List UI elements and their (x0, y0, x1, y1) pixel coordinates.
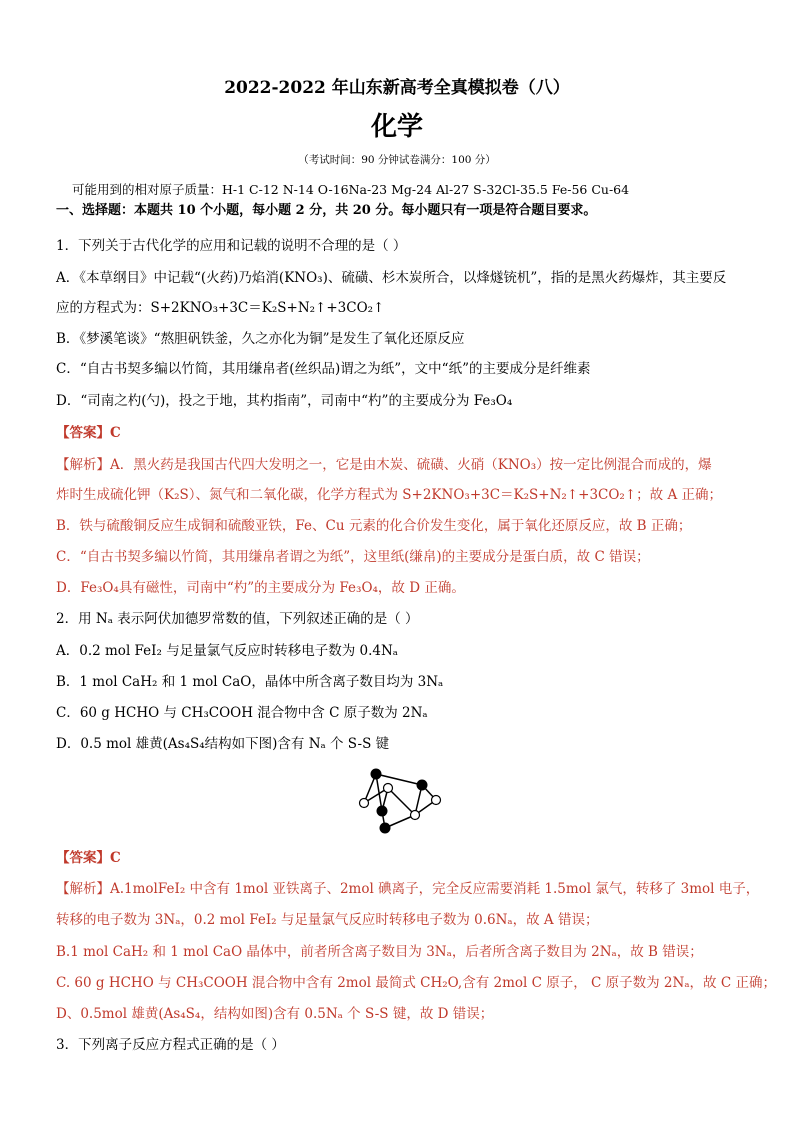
q1-explanation-line1: 【解析】A．黑火药是我国古代四大发明之一，它是由木炭、硫磺、火硝（KNO₃）按一定比例混合而成的，爆 (56, 457, 712, 473)
q2-stem: 2．用 Nₐ 表示阿伏加德罗常数的值，下列叙述正确的是（ ） (56, 611, 419, 627)
q1-option-b: B．《梦溪笔谈》“熬胆矾铁釜，久之亦化为铜”是发生了氧化还原反应 (56, 331, 465, 347)
q3-stem: 3．下列离子反应方程式正确的是（ ） (56, 1037, 285, 1053)
q1-explanation-line3: B．铁与硫酸铜反应生成铜和硫酸亚铁，Fe、Cu 元素的化合价发生变化，属于氧化还原反应，故 B 正确； (56, 518, 692, 534)
as-atom (417, 780, 428, 791)
q1-option-a-line1: A．《本草纲目》中记载“(火药)乃焰消(KNO₃)、硫磺、杉木炭所合，以烽燧铳机”，指的是黑火药爆炸，其主要反 (56, 270, 727, 286)
q2-answer: 【答案】C (56, 850, 121, 866)
s-atom (432, 796, 441, 805)
q2-option-b: B．1 mol CaH₂ 和 1 mol CaO，晶体中所含离子数目均为 3Nₐ (56, 674, 444, 690)
q1-stem: 1．下列关于古代化学的应用和记载的说明不合理的是（ ） (56, 238, 407, 254)
q2-option-c: C．60 g HCHO 与 CH₃COOH 混合物中含 C 原子数为 2Nₐ (56, 705, 428, 721)
q1-option-d: D．“司南之杓(勺)，投之于地，其杓指南”，司南中“杓”的主要成分为 Fe₃O₄ (56, 393, 513, 409)
s-atom (384, 784, 393, 793)
q2-explanation-line3: B.1 mol CaH₂ 和 1 mol CaO 晶体中，前者所含离子数目为 3Nₐ，后者所含离子数目为 2Nₐ，故 B 错误； (56, 944, 703, 960)
exam-note: （考试时间：90 分钟试卷满分：100 分） (298, 154, 496, 166)
as4s4-structure-diagram (352, 766, 447, 836)
q2-option-d: D．0.5 mol 雄黄(As₄S₄结构如下图)含有 Nₐ 个 S-S 键 (56, 736, 390, 752)
s-atom (360, 799, 369, 808)
as-atom (371, 769, 382, 780)
q1-explanation-line5: D．Fe₃O₄具有磁性，司南中“杓”的主要成分为 Fe₃O₄，故 D 正确。 (56, 580, 465, 596)
q1-explanation-line2: 炸时生成硫化钾（K₂S）、氮气和二氧化碳，化学方程式为 S+2KNO₃+3C＝K₂S+N₂↑+3CO₂↑；故 A 正确； (56, 487, 722, 503)
q1-answer: 【答案】C (56, 425, 121, 441)
q1-option-c: C．“自古书契多编以竹简，其用缣帛者(丝织品)谓之为纸”，文中“纸”的主要成分是纤维素 (56, 361, 591, 377)
atomic-masses: 可能用到的相对原子质量：H-1 C-12 N-14 O-16Na-23 Mg-24 Al-27 S-32Cl-35.5 Fe-56 Cu-64 (72, 182, 630, 197)
q2-explanation-line1: 【解析】A.1molFeI₂ 中含有 1mol 亚铁离子、2mol 碘离子，完全反应需要消耗 1.5mol 氯气，转移了 3mol 电子， (56, 881, 760, 897)
q2-explanation-line4: C. 60 g HCHO 与 CH₃COOH 混合物中含有 2mol 最简式 CH₂O,含有 2mol C 原子， C 原子数为 2Nₐ，故 C 正确； (56, 975, 776, 991)
s-atom (411, 811, 420, 820)
q1-option-a-line2: 应的方程式为：S+2KNO₃+3C＝K₂S+N₂↑+3CO₂↑ (56, 300, 385, 316)
subject-title: 化学 (370, 112, 423, 142)
q1-explanation-line4: C．“自古书契多编以竹简，其用缣帛者谓之为纸”，这里纸(缣帛)的主要成分是蛋白质，故 C 错误； (56, 549, 650, 565)
q2-explanation-line5: D、0.5mol 雄黄(As₄S₄，结构如图)含有 0.5Nₐ 个 S-S 键，故 D 错误； (56, 1006, 494, 1022)
exam-title: 2022-2022 年山东新高考全真模拟卷（八） (224, 78, 570, 98)
q2-option-a: A．0.2 mol FeI₂ 与足量氯气反应时转移电子数为 0.4Nₐ (56, 643, 398, 659)
q2-explanation-line2: 转移的电子数为 3Nₐ，0.2 mol FeI₂ 与足量氯气反应时转移电子数为 0.6Nₐ，故 A 错误； (56, 912, 599, 928)
as-atom (377, 806, 388, 817)
as-atom (380, 823, 391, 834)
section-heading: 一、选择题：本题共 10 个小题，每小题 2 分，共 20 分。每小题只有一项是符合题目要求。 (56, 203, 597, 218)
